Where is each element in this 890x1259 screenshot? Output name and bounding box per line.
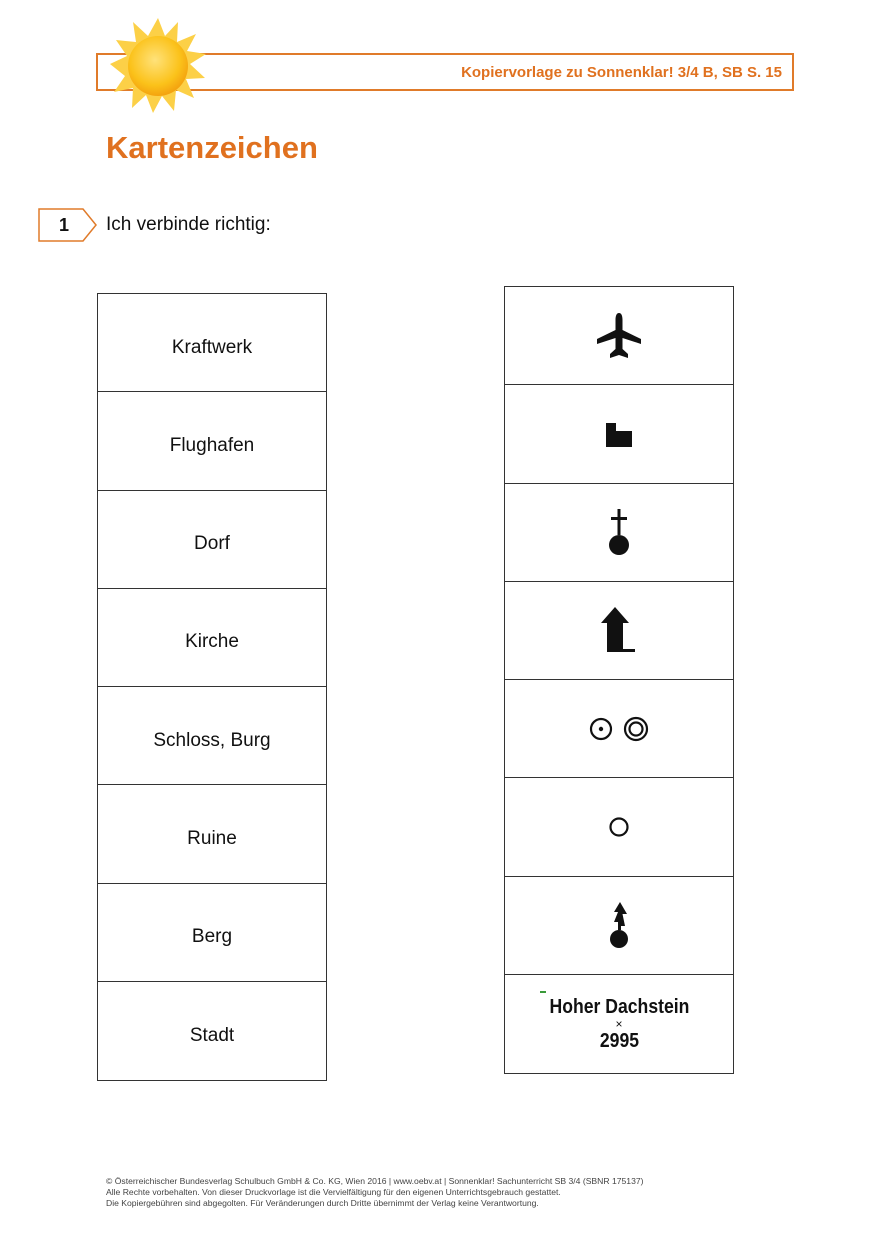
word-item-berg[interactable]: Berg (98, 884, 326, 982)
symbol-item-castle[interactable] (505, 582, 733, 680)
symbol-list (504, 286, 734, 1074)
word-list (97, 293, 327, 1081)
word-item-ruine[interactable]: Ruine (98, 785, 326, 883)
word-item-flughafen[interactable]: Flughafen (98, 392, 326, 490)
symbol-item-village[interactable] (505, 778, 733, 876)
power-plant-icon (604, 900, 634, 950)
symbol-item-church[interactable] (505, 484, 733, 582)
airplane-icon (595, 311, 643, 361)
city-icon (587, 714, 651, 744)
word-item-kraftwerk[interactable]: Kraftwerk (98, 294, 326, 392)
word-item-schloss-burg[interactable]: Schloss, Burg (98, 687, 326, 785)
symbol-item-airplane[interactable] (505, 287, 733, 385)
word-item-dorf[interactable]: Dorf (98, 491, 326, 589)
ruin-icon (604, 419, 634, 449)
castle-icon (601, 605, 637, 655)
mountain-name: Hoher Dachstein (549, 995, 689, 1018)
green-mark-icon (540, 991, 546, 993)
symbol-item-power-plant[interactable] (505, 877, 733, 975)
symbol-item-city[interactable] (505, 680, 733, 778)
footer-copyright (106, 1176, 644, 1209)
symbol-item-ruin[interactable] (505, 385, 733, 483)
page-title: Kartenzeichen (106, 130, 318, 165)
mountain-peak-label (540, 997, 699, 1051)
sun-icon (108, 16, 208, 116)
task-number: 1 (58, 215, 69, 235)
word-item-kirche[interactable]: Kirche (98, 589, 326, 687)
church-icon (604, 507, 634, 557)
footer-line-2: Alle Rechte vorbehalten. Von dieser Druckvorlage ist die Vervielfältigung für den eigenen Unterrichtsgebrauch gestattet. (106, 1187, 561, 1197)
symbol-item-mountain-peak[interactable] (505, 975, 733, 1073)
word-item-stadt[interactable]: Stadt (189, 1024, 235, 1046)
header-reference: Kopiervorlage zu Sonnenklar! 3/4 B, SB S. 15 (461, 64, 782, 81)
footer-line-1: © Österreichischer Bundesverlag Schulbuch GmbH & Co. KG, Wien 2016 | www.oebv.at | Sonnenklar! Sachunterricht SB 3/4 (SBNR 175137) (106, 1176, 644, 1186)
peak-marker-icon: × (615, 1016, 623, 1031)
mountain-height: 2995 (599, 1029, 639, 1052)
task-instruction: Ich verbinde richtig: (106, 214, 271, 235)
footer-line-3: Die Kopiergebühren sind abgegolten. Für Veränderungen durch Dritte übernimmt der Verlag keine Verantwortung. (106, 1198, 539, 1208)
village-icon (607, 815, 631, 839)
